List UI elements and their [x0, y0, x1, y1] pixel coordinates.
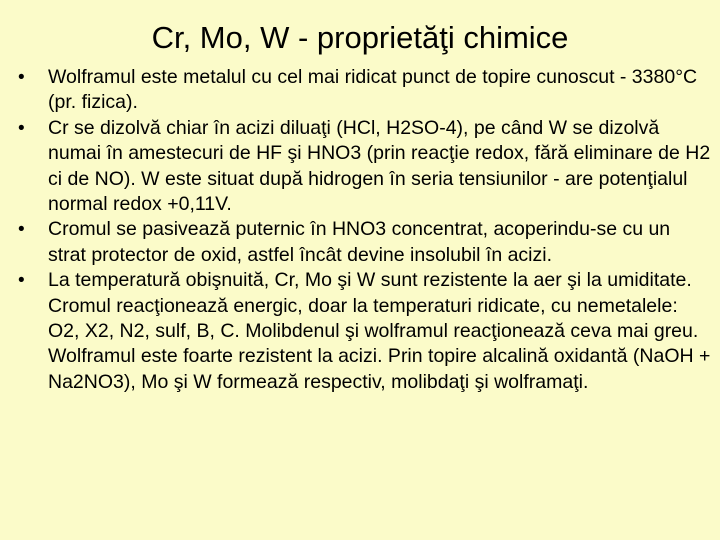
bullet-text: Wolframul este metalul cu cel mai ridicat punct de topire cunoscut - 3380°C (pr. fizica). — [48, 66, 698, 114]
bullet-item — [18, 116, 713, 218]
bullet-dot-icon: • — [18, 270, 25, 292]
bullet-text: Cromul se pasivează puternic în HNO3 concentrat, acoperindu-se cu un strat protector de oxid, astfel încât devine insolubil în acizi. — [48, 218, 671, 266]
bullet-item — [18, 217, 713, 268]
bullet-list — [18, 65, 713, 395]
bullet-dot-icon: • — [18, 67, 25, 88]
bullet-item — [18, 65, 713, 116]
bullet-item — [18, 268, 713, 395]
bullet-text: Cr se dizolvă chiar în acizi diluaţi (HCl, H2SO-4), pe când W se dizolvă numai în amestecuri de HF şi HNO3 (prin reacţie redox, fără eliminare de H2 ci de NO). W este situat după hidrogen în seria tensiunilor - are potenţialul normal redox +0,11V. — [48, 116, 711, 216]
bullet-text: La temperatură obişnuită, Cr, Mo şi W sunt rezistente la aer şi la umiditate. Cromul reacţionează energic, doar la temperaturi ridicate, cu nemetalele: O2, X2, N2, sulf, B, C. Molibdenul şi wolframul reacţionează ceva mai greu. Wolframul este foarte rezistent la acizi. Prin topire alcalină oxidantă (NaOH + Na2NO3), Mo şi W formează respectiv, molibdaţi şi wolframaţi. — [48, 269, 711, 393]
bullet-dot-icon: • — [18, 219, 25, 241]
slide-title: Cr, Mo, W - proprietăţi chimice — [151, 20, 569, 55]
bullet-dot-icon: • — [18, 117, 25, 139]
